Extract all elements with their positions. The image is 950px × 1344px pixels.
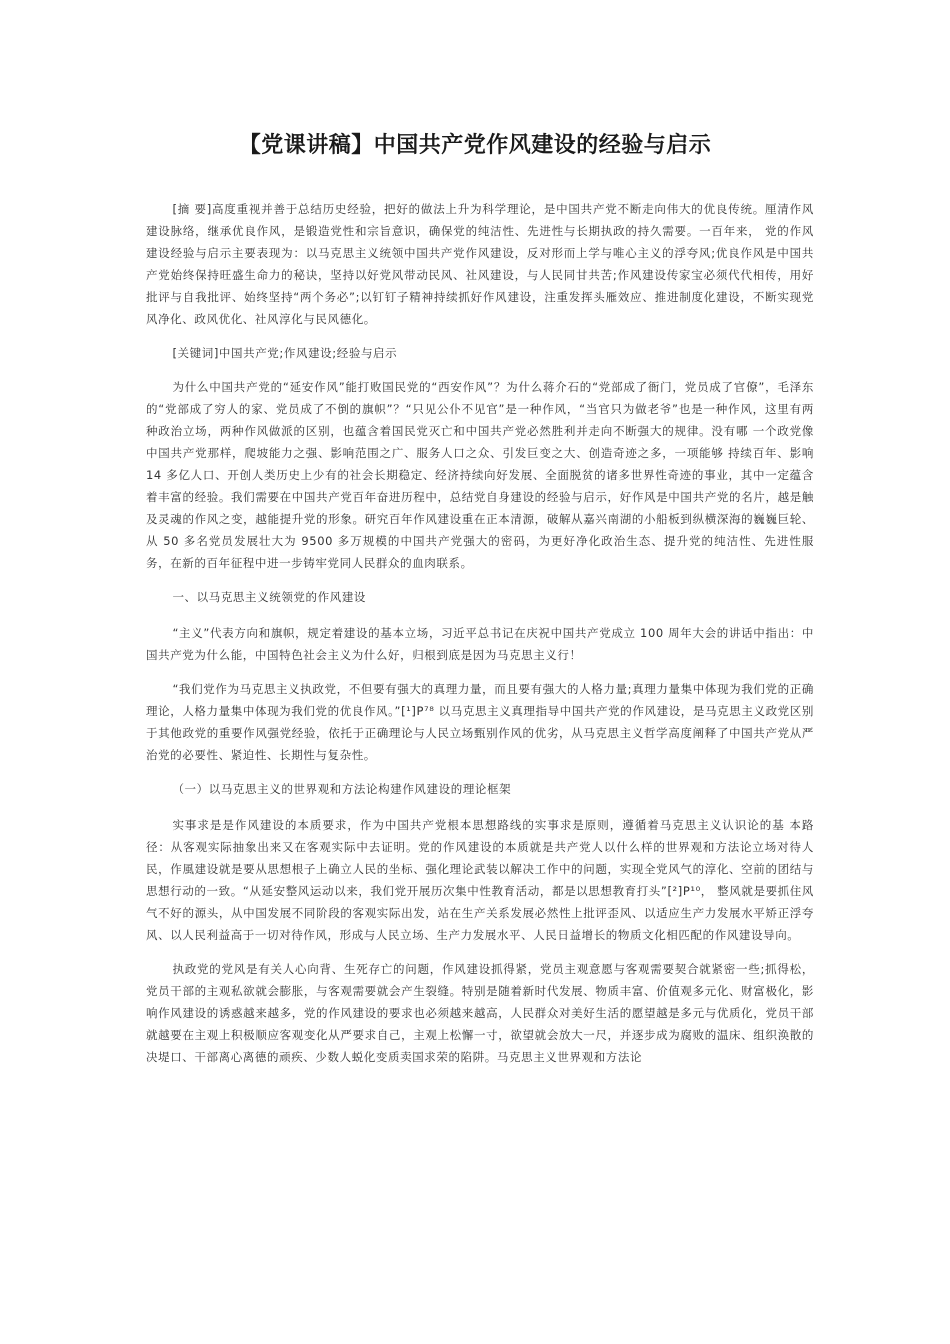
subsection-paragraph: 实事求是是作风建设的本质要求，作为中国共产党根本思想路线的实事求是原则，遵循着马克思主义认识论的基 本路径：从客观实际抽象出来又在客观实际中去证明。党的作风建设的本质就是共产党人以什么样的世界观和方法论立场对待人民，作風建设就是要从思想根子上确立人民的坐标、强化理论武装以解决工作中的问题，实现全党风气的淳化、空前的团结与思想行动的一致。“从延安整风运动以来，我们党开展历次集中性教育活动，都是以思想教育打头”[²]P¹⁰， 整风就是要抓住风气不好的源头，从中国发展不同阶段的客观实际出发，站在生产关系发展必然性上批评歪风、以适应生产力发展水平矫正浮夸风、以人民利益高于一切对待作风，形成与人民立场、生产力发展水平、人民日益增长的物质文化相匹配的作风建设导向。 bbox=[146, 818, 814, 942]
subsection-paragraph: 执政党的党风是有关人心向背、生死存亡的问题，作风建设抓得紧，党员主观意愿与客观需要契合就紧密一些;抓得松，党员干部的主观私欲就会膨胀，与客观需要就会产生裂缝。特别是随着新时代发展、物质丰富、价值观多元化、财富极化，影响作风建设的诱惑越来越多，党的作风建设的要求也必须越来越高，人民群众对美好生活的愿望越是多元与优质化，党员干部就越要在主观上积极顺应客观变化从严要求自己，主观上松懈一寸，欲望就会放大一尺，并逐步成为腐败的温床、组织涣散的决堤口、干部离心离德的顽疾、少数人蜕化变质卖国求荣的陷阱。马克思主义世界观和方法论 bbox=[146, 962, 814, 1064]
subsection-heading: （一）以马克思主义的世界观和方法论构建作风建设的理论框架 bbox=[172, 782, 512, 796]
section-paragraph: “主义”代表方向和旗帜，规定着建设的基本立场，习近平总书记在庆祝中国共产党成立 100 周年大会的讲话中指出：中国共产党为什么能，中国特色社会主义为什么好，归根到底是因为马克思主义行！ bbox=[146, 626, 814, 662]
section-heading: 一、以马克思主义统领党的作风建设 bbox=[172, 590, 367, 604]
document-title: 【党课讲稿】中国共产党作风建设的经验与启示 bbox=[238, 133, 712, 158]
section-paragraph: “我们党作为马克思主义执政党，不但要有强大的真理力量，而且要有强大的人格力量;真理力量集中体现为我们党的正确理论，人格力量集中体现为我们党的优良作风。”[¹]P⁷⁸ 以马克思主义真理指导中国共产党的作风建设，是马克思主义政党区别于其他政党的重要作风强党经验，依托于正确理论与人民立场甄别作风的优劣，从马克思主义哲学高度阐释了中国共产党从严治党的必要性、紧迫性、长期性与复杂性。 bbox=[146, 682, 814, 762]
keywords-paragraph: [关键词]中国共产党;作风建设;经验与启示 bbox=[172, 346, 398, 360]
intro-paragraph: 为什么中国共产党的“延安作风”能打败国民党的“西安作风”？为什么蒋介石的“党部成了衙门，党员成了官僚”，毛泽东的“党部成了穷人的家、党员成了不倒的旗帜”？“只见公仆不见官”是一种作风，“当官只为做老爷”也是一种作风，这里有两种政治立场，两种作风做派的区别，也蕴含着国民党灭亡和中国共产党必然胜利并走向不断强大的规律。没有哪 一个政党像中国共产党那样，爬坡能力之强、影响范围之广、服务人口之众、引发巨变之大、创造奇迹之多，一项能够 持续百年、影响 14 多亿人口、开创人类历史上少有的社会长期稳定、经济持续向好发展、全面脱贫的诸多世界性奇迹的事业，其中一定蕴含着丰富的经验。我们需要在中国共产党百年奋进历程中，总结党自身建设的经验与启示，好作风是中国共产党的名片，越是触及灵魂的作风之变，越能提升党的形象。研究百年作风建设重在正本清源，破解从嘉兴南湖的小船板到纵横深海的巍巍巨轮、从 50 多名党员发展壮大为 9500 多万规模的中国共产党强大的密码，为更好净化政治生态、提升党的纯洁性、先进性服务，在新的百年征程中进一步铸牢党同人民群众的血肉联系。 bbox=[146, 380, 814, 570]
document-body bbox=[146, 198, 814, 1080]
abstract-paragraph: [摘 要]高度重视并善于总结历史经验，把好的做法上升为科学理论，是中国共产党不断走向伟大的优良传统。厘清作风建设脉络，继承优良作风，是锻造党性和宗旨意识，确保党的纯洁性、先进性与长期执政的持久需要。一百年来， 党的作风建设经验与启示主要表现为：以马克思主义统领中国共产党作风建设，反对形而上学与唯心主义的浮夸风;优良作风是中国共产党始终保持旺盛生命力的秘诀，坚持以好党风带动民风、社风建设，与人民同甘共苦;作风建设传家宝必须代代相传，用好批评与自我批评、始终坚持“两个务必”;以钉钉子精神持续抓好作风建设，注重发挥头雁效应、推进制度化建设，不断实现党风净化、政风优化、社风淳化与民风德化。 bbox=[146, 202, 814, 326]
